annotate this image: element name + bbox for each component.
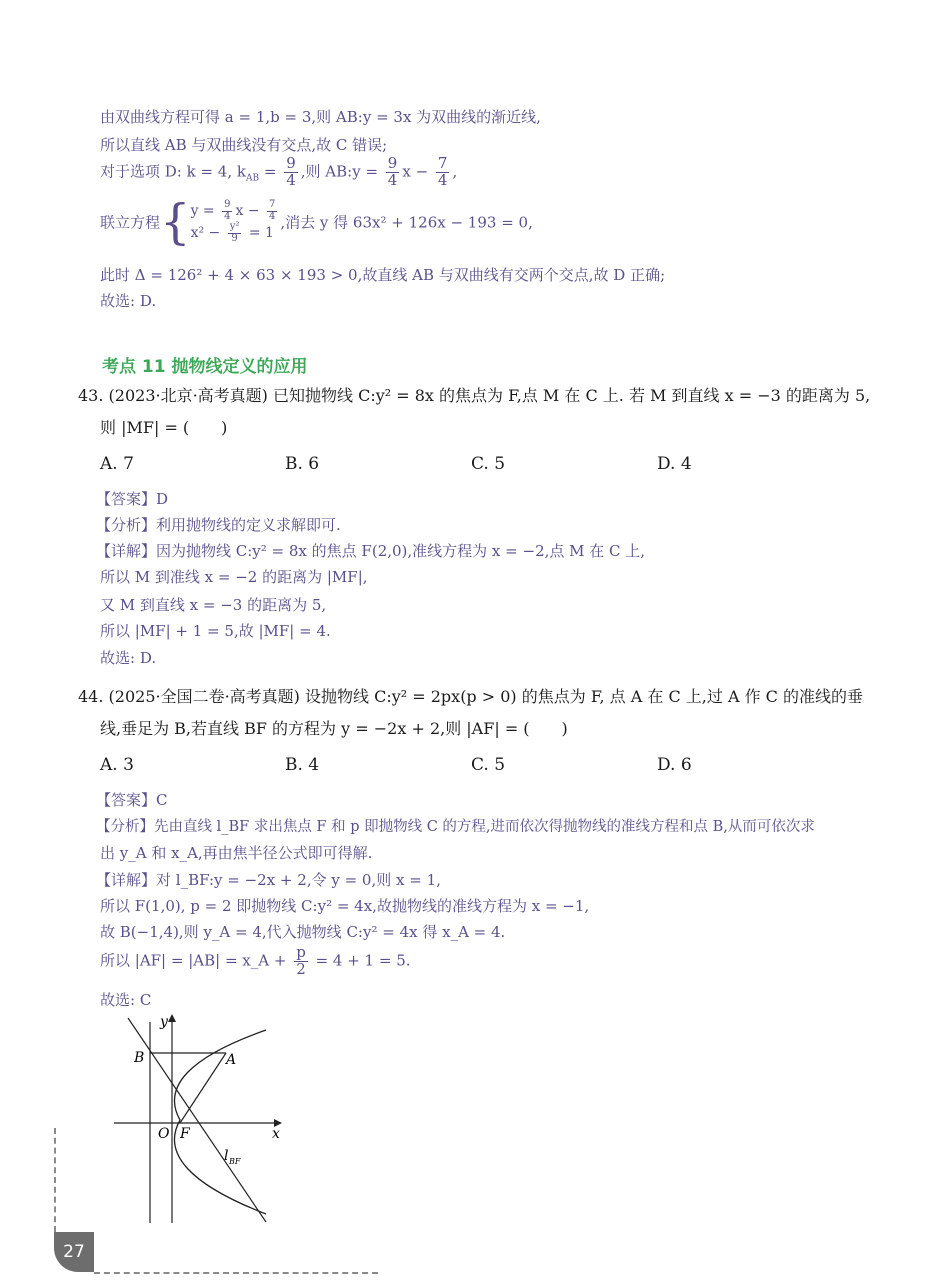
label-o: O	[158, 1126, 170, 1142]
sys1-den2: 4	[269, 210, 276, 222]
l3-part-d: x −	[402, 162, 433, 181]
solution-line-1: 由双曲线方程可得 a = 1,b = 3,则 AB:y = 3x 为双曲线的渐近线,	[100, 108, 541, 126]
solution-line-5: 此时 Δ = 126² + 4 × 63 × 193 > 0,故直线 AB 与双曲线有交两个交点,故 D 正确;	[100, 266, 666, 284]
label-l-sub: BF	[229, 1157, 241, 1166]
q43-stem-line-1: 43. (2023·北京·高考真题) 已知抛物线 C:y² = 8x 的焦点为 F,点 M 在 C 上. 若 M 到直线 x = −3 的距离为 5,	[78, 386, 871, 405]
q44-detail4-num: p	[296, 943, 306, 961]
label-b: B	[134, 1050, 145, 1066]
solution-line-3	[100, 156, 457, 189]
label-a: A	[226, 1052, 237, 1068]
sys1-frac	[222, 200, 232, 222]
q44-detail-3: 故 B(−1,4),则 y_A = 4,代入抛物线 C:y² = 4x 得 x_A = 4.	[100, 923, 506, 941]
q44-answer: 【答案】C	[96, 791, 168, 809]
q43-answer: 【答案】D	[96, 490, 169, 508]
q43-detail-1: 【详解】因为抛物线 C:y² = 8x 的焦点 F(2,0),准线方程为 x = −2,点 M 在 C 上,	[96, 542, 646, 560]
label-y: y	[160, 1014, 168, 1030]
q44-option-c: C. 5	[471, 755, 506, 775]
q43-detail-3: 又 M 到直线 x = −3 的距离为 5,	[100, 596, 327, 614]
page-corner-dashed-horizontal	[94, 1272, 378, 1274]
q44-detail4-b: = 4 + 1 = 5.	[310, 951, 411, 970]
l3-frac3-den: 4	[437, 170, 448, 189]
q43-stem-line-2: 则 |MF| = ( )	[100, 418, 228, 437]
q44-detail-4	[100, 945, 411, 978]
l3-frac3-num: 7	[437, 154, 448, 172]
section-heading: 考点 11 抛物线定义的应用	[102, 357, 308, 377]
l3-fraction-3	[436, 156, 450, 189]
q44-option-a: A. 3	[100, 755, 134, 775]
sys1-frac2	[267, 200, 277, 222]
q44-option-b: B. 4	[285, 755, 320, 775]
system-eq-2	[191, 222, 281, 244]
q43-option-b: B. 6	[285, 454, 320, 474]
equation-system	[191, 200, 281, 244]
l4-suffix: ,消去 y 得 63x² + 126x − 193 = 0,	[280, 213, 533, 232]
l3-part-c: ,则 AB:y =	[300, 162, 383, 181]
q44-analysis-2: 出 y_A 和 x_A,再由焦半径公式即可得解.	[100, 844, 373, 862]
q44-detail4-frac	[294, 945, 308, 978]
q44-stem-line-1: 44. (2025·全国二卷·高考真题) 设抛物线 C:y² = 2px(p > 0) 的焦点为 F, 点 A 在 C 上,过 A 作 C 的准线的垂	[78, 687, 863, 706]
q44-detail-2: 所以 F(1,0), p = 2 即抛物线 C:y² = 4x,故抛物线的准线方程为 x = −1,	[100, 897, 590, 915]
sys2-a: x² −	[190, 225, 225, 241]
l3-sub: AB	[245, 173, 260, 184]
sys1-den: 4	[224, 210, 231, 222]
label-f: F	[180, 1126, 190, 1142]
parabola-curve	[174, 1030, 266, 1214]
l3-part-e: ,	[452, 162, 458, 181]
l3-frac1-den: 4	[286, 170, 296, 189]
l3-frac1-num: 9	[286, 154, 296, 172]
q43-detail-2: 所以 M 到准线 x = −2 的距离为 |MF|,	[100, 568, 368, 586]
q43-option-d: D. 4	[657, 454, 692, 474]
q43-option-a: A. 7	[100, 454, 134, 474]
solution-line-2: 所以直线 AB 与双曲线没有交点,故 C 错误;	[100, 136, 388, 154]
solution-line-4	[100, 194, 533, 250]
q44-detail4-a: 所以 |AF| = |AB| = x_A +	[100, 951, 292, 970]
sys2-den: 9	[231, 232, 238, 244]
l3-fraction-1	[284, 156, 298, 189]
sys1-num2: 7	[269, 199, 276, 210]
q44-detail-5: 故选: C	[100, 991, 152, 1009]
label-l: l	[224, 1148, 229, 1164]
q44-analysis-1: 【分析】先由直线 l_BF 求出焦点 F 和 p 即抛物线 C 的方程,进而依次得抛物线的准线方程和点 B,从而可依次求	[96, 819, 815, 835]
y-axis-arrow	[168, 1014, 176, 1022]
page-number: 27	[54, 1232, 94, 1272]
segment-af	[180, 1053, 226, 1123]
q44-stem-line-2: 线,垂足为 B,若直线 BF 的方程为 y = −2x + 2,则 |AF| = ( )	[100, 719, 568, 738]
l3-part-b: =	[259, 162, 282, 181]
l3-fraction-2	[386, 156, 400, 189]
page-corner-dashed-vertical	[54, 1128, 56, 1232]
l3-frac2-den: 4	[387, 170, 398, 189]
system-brace: {	[160, 194, 191, 250]
l3-part-a: 对于选项 D: k = 4, k	[100, 162, 246, 181]
q44-detail-1: 【详解】对 l_BF:y = −2x + 2,令 y = 0,则 x = 1,	[96, 871, 441, 889]
q43-detail-4: 所以 |MF| + 1 = 5,故 |MF| = 4.	[100, 622, 331, 640]
q44-option-d: D. 6	[657, 755, 692, 775]
line-bf	[128, 1018, 266, 1222]
q43-analysis: 【分析】利用抛物线的定义求解即可.	[96, 516, 341, 534]
q43-option-c: C. 5	[471, 454, 506, 474]
sys2-num: y²	[229, 221, 240, 232]
sys1-a: y =	[190, 203, 220, 219]
l4-prefix: 联立方程	[100, 213, 161, 232]
l3-frac2-num: 9	[387, 154, 398, 172]
label-x: x	[272, 1126, 280, 1142]
sys1-num: 9	[224, 199, 231, 210]
sys2-b: = 1	[244, 225, 274, 241]
system-eq-1	[191, 200, 281, 222]
parabola-figure	[108, 1008, 298, 1228]
sys2-frac	[228, 222, 242, 244]
q44-detail4-den: 2	[296, 959, 306, 978]
sys1-b: x −	[235, 203, 265, 219]
solution-line-6: 故选: D.	[100, 292, 157, 310]
q43-detail-5: 故选: D.	[100, 649, 157, 667]
